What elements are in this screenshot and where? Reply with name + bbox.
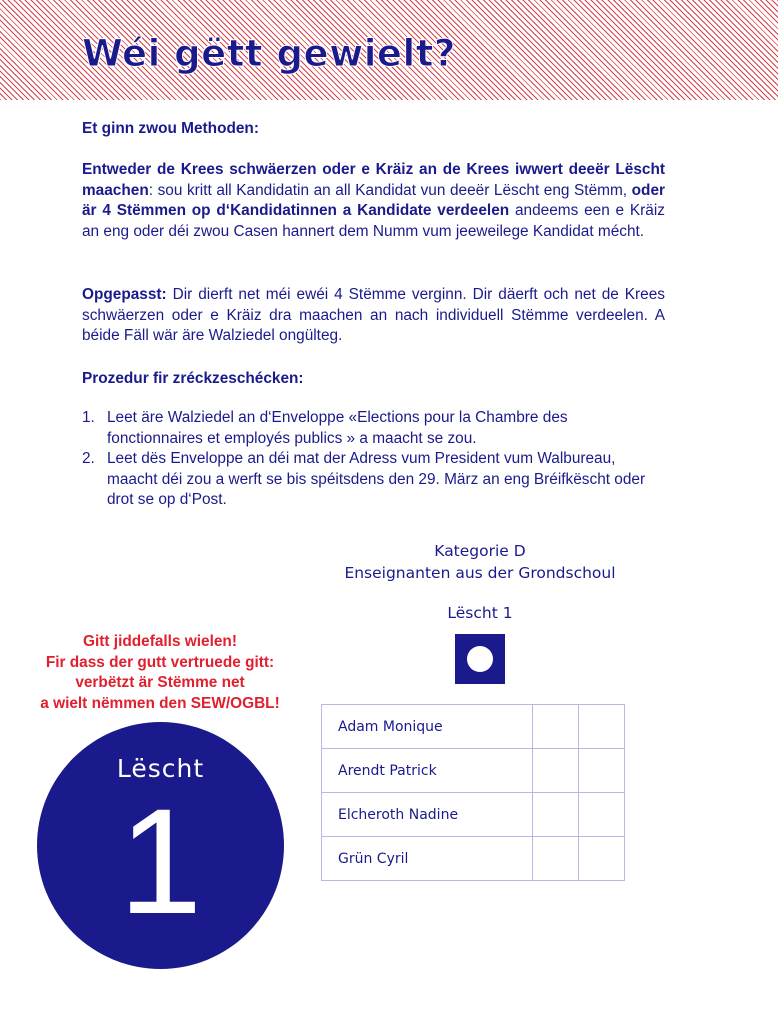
procedure-steps [82, 408, 665, 511]
voting-callout [20, 632, 300, 714]
category-subtitle: Enseignanten aus der Grondschoul [344, 564, 616, 582]
candidate-name: Arendt Patrick [322, 749, 533, 793]
vote-box[interactable] [533, 705, 579, 749]
page-title: Wéi gëtt gewielt? [82, 32, 456, 75]
vote-box[interactable] [533, 749, 579, 793]
warning-paragraph [82, 285, 665, 347]
category-title: Kategorie D [434, 542, 526, 560]
candidate-name: Grün Cyril [322, 837, 533, 881]
vote-box[interactable] [533, 837, 579, 881]
list-title: Lëscht 1 [447, 604, 513, 622]
callout-line: a wielt nëmmen den SEW/OGBL! [40, 694, 280, 712]
method-two-bold: oder är 4 Stëmmen op d‘Kandidatinnen a Kandidate verdeelen [82, 181, 665, 220]
procedure-heading: Prozedur fir zréckzeschécken: [82, 370, 304, 387]
vote-box[interactable] [579, 793, 625, 837]
candidate-row [322, 837, 625, 881]
candidate-row [322, 749, 625, 793]
candidate-table [321, 704, 625, 881]
procedure-step [82, 408, 665, 449]
vote-box[interactable] [579, 837, 625, 881]
procedure-step [82, 449, 665, 511]
header-banner [0, 0, 778, 100]
warning-label: Opgepasst: [82, 286, 167, 303]
callout-line: Gitt jiddefalls wielen! [83, 633, 237, 650]
badge-number: 1 [118, 777, 203, 945]
callout-line: verbëtzt är Stëmme net [75, 674, 245, 692]
step-text: Leet dës Enveloppe an déi mat der Adress vum President vum Walbureau, maacht déi zou a werft se bis spéitsdens den 29. März an eng Bréifkëscht oder drot se op d‘Post. [107, 450, 646, 509]
vote-box[interactable] [533, 793, 579, 837]
method-one-text: : sou kritt all Kandidatin an all Kandidat vun deeër Lëscht eng Stëmm, [148, 181, 632, 199]
step-number: 1. [82, 409, 95, 426]
list-badge [37, 722, 284, 969]
step-text: Leet äre Walziedel an d‘Enveloppe «Elections pour la Chambre des fonctionnaires et employés publics » a maacht se zou. [107, 409, 568, 447]
list-vote-circle[interactable] [455, 634, 505, 684]
method-one-bold: Entweder de Krees schwäerzen oder e Kräiz an de Krees iwwert deeër Lëscht maachen [82, 161, 665, 199]
candidate-name: Elcheroth Nadine [322, 793, 533, 837]
vote-box[interactable] [579, 705, 625, 749]
candidate-row [322, 793, 625, 837]
step-number: 2. [82, 450, 95, 468]
candidate-name: Adam Monique [322, 705, 533, 749]
methods-heading: Et ginn zwou Methoden: [82, 120, 259, 137]
candidate-row [322, 705, 625, 749]
methods-paragraph [82, 160, 665, 242]
vote-circle-icon [467, 646, 493, 672]
method-two-text: andeems een e Kräiz an eng oder déi zwou Casen hannert dem Numm vum jeeweilege Kandidat mécht. [82, 202, 665, 240]
callout-line: Fir dass der gutt vertruede gitt: [45, 653, 275, 671]
warning-text: Dir dierft net méi ewéi 4 Stëmme verginn. Dir däerft och net de Krees schwäerzen oder e Kräiz dra maachen an nach individuell Stëmme verdeelen. A béide Fäll wär äre Walziedel ongülteg. [82, 286, 665, 345]
vote-box[interactable] [579, 749, 625, 793]
badge-label: Lëscht [116, 754, 205, 783]
